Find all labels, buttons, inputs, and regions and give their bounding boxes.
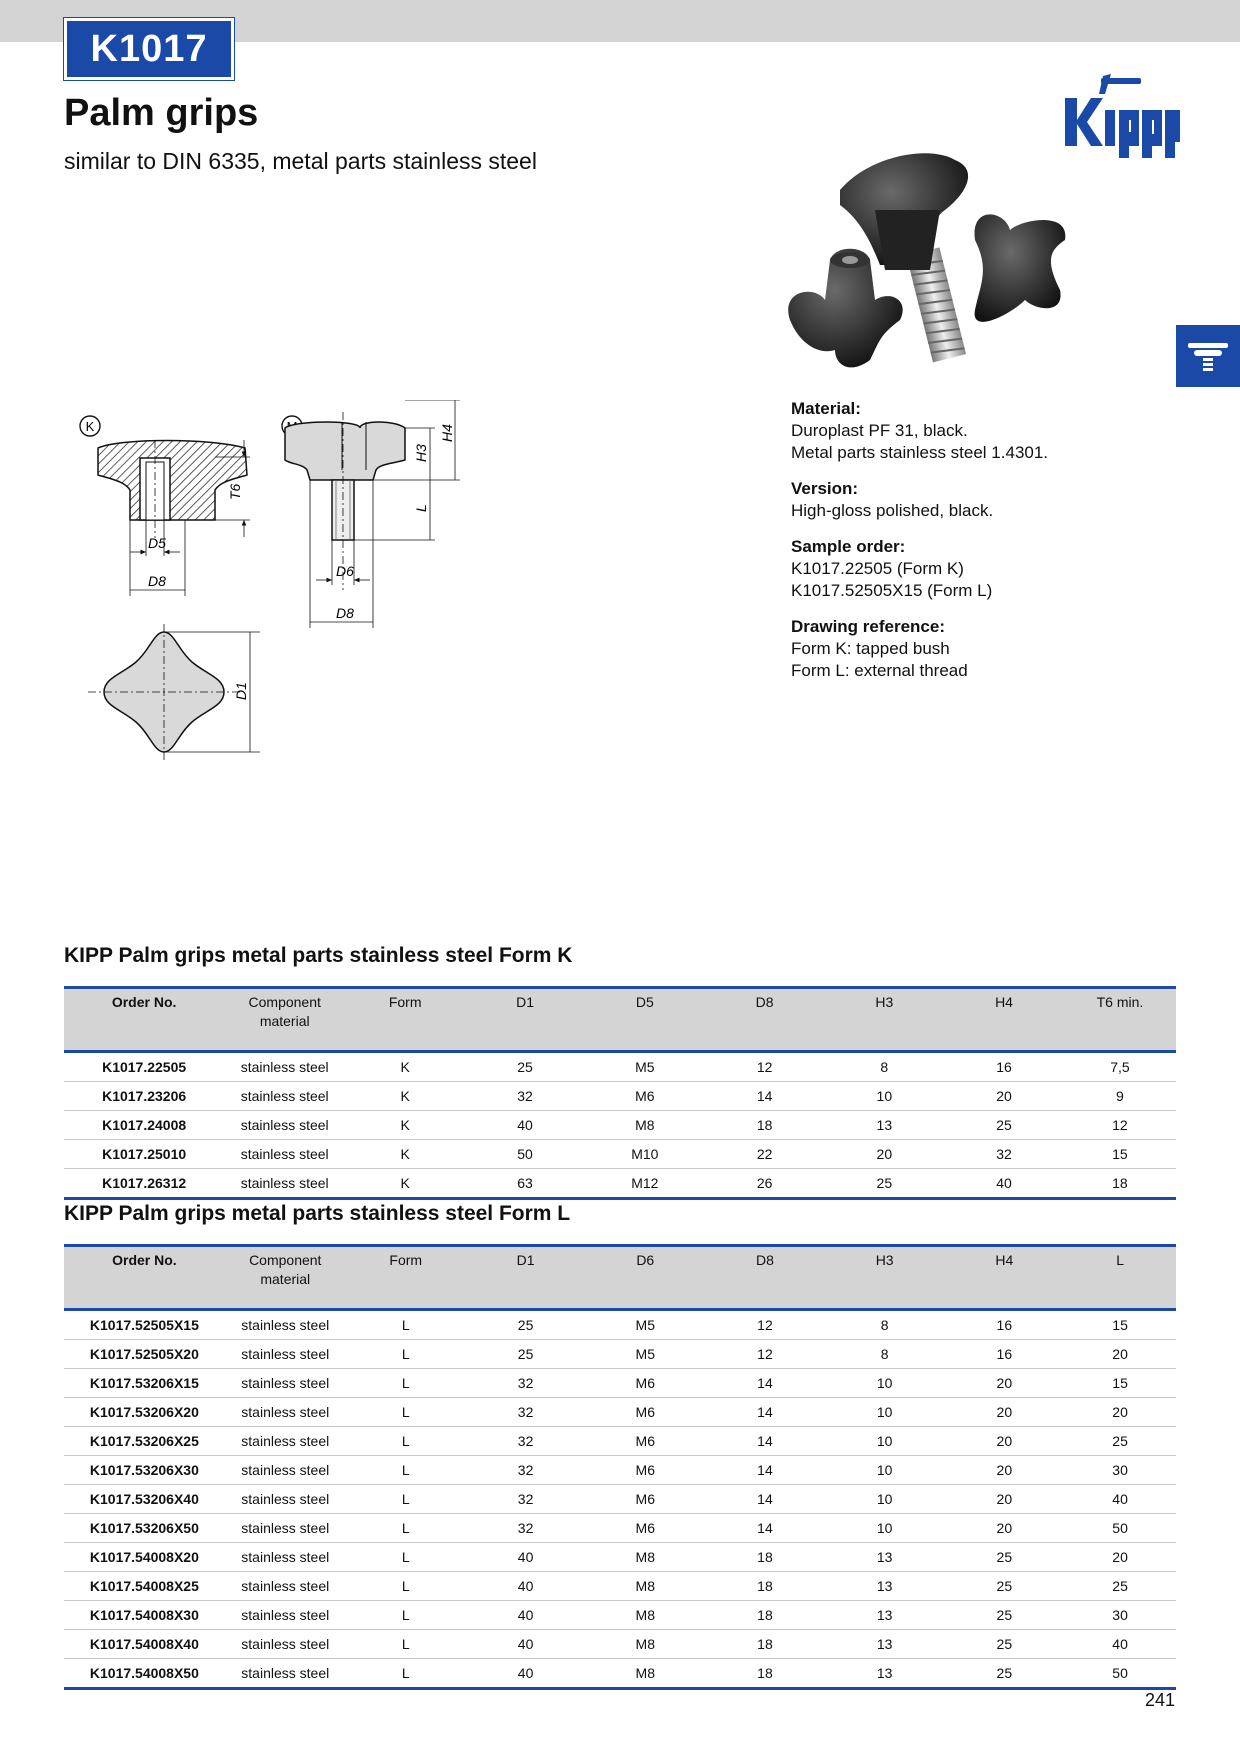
version-block bbox=[791, 478, 1171, 522]
table-row bbox=[64, 1514, 1176, 1543]
table-cell: 14 bbox=[705, 1514, 825, 1543]
table-cell: stainless steel bbox=[224, 1140, 345, 1169]
table-cell: stainless steel bbox=[225, 1340, 346, 1369]
table-cell: 32 bbox=[466, 1456, 586, 1485]
table-row bbox=[64, 1456, 1176, 1485]
table-cell: M8 bbox=[585, 1601, 705, 1630]
table-cell: 13 bbox=[825, 1659, 945, 1689]
order-number-cell: K1017.53206X50 bbox=[64, 1514, 225, 1543]
table-cell: 50 bbox=[1064, 1514, 1176, 1543]
svg-text:H3: H3 bbox=[413, 444, 429, 462]
table-cell: 16 bbox=[944, 1052, 1064, 1082]
table-cell: 40 bbox=[1064, 1485, 1176, 1514]
table-cell: 40 bbox=[465, 1111, 585, 1140]
table-cell: M6 bbox=[585, 1369, 705, 1398]
table-cell: M5 bbox=[585, 1340, 705, 1369]
table-cell: 30 bbox=[1064, 1601, 1176, 1630]
table-cell: M6 bbox=[585, 1082, 705, 1111]
table-cell: 20 bbox=[1064, 1543, 1176, 1572]
table-cell: 26 bbox=[705, 1169, 825, 1199]
table-cell: stainless steel bbox=[224, 1111, 345, 1140]
table-row bbox=[64, 1369, 1176, 1398]
column-header: D1 bbox=[466, 1246, 586, 1310]
table-cell: L bbox=[346, 1514, 466, 1543]
table-row bbox=[64, 1398, 1176, 1427]
table-cell: M8 bbox=[585, 1543, 705, 1572]
column-header: D8 bbox=[705, 988, 825, 1052]
column-header: D5 bbox=[585, 988, 705, 1052]
table-cell: M10 bbox=[585, 1140, 705, 1169]
table-cell: 32 bbox=[465, 1082, 585, 1111]
table-cell: 20 bbox=[824, 1140, 944, 1169]
table-cell: stainless steel bbox=[225, 1543, 346, 1572]
column-header: D6 bbox=[585, 1246, 705, 1310]
table-row bbox=[64, 1543, 1176, 1572]
table-cell: 32 bbox=[466, 1398, 586, 1427]
table-cell: 12 bbox=[705, 1310, 825, 1340]
table-cell: 14 bbox=[705, 1082, 825, 1111]
table-row bbox=[64, 1601, 1176, 1630]
table-cell: 50 bbox=[1064, 1659, 1176, 1689]
table-cell: 15 bbox=[1064, 1140, 1176, 1169]
table-cell: K bbox=[345, 1052, 465, 1082]
table-cell: 40 bbox=[466, 1601, 586, 1630]
svg-text:H4: H4 bbox=[439, 424, 455, 442]
table-cell: 18 bbox=[1064, 1169, 1176, 1199]
svg-text:D6: D6 bbox=[336, 563, 354, 579]
version-line: High-gloss polished, black. bbox=[791, 501, 994, 520]
table-cell: stainless steel bbox=[225, 1659, 346, 1689]
table-cell: stainless steel bbox=[224, 1082, 345, 1111]
column-header: H3 bbox=[825, 1246, 945, 1310]
material-line: Metal parts stainless steel 1.4301. bbox=[791, 443, 1049, 462]
table-cell: 8 bbox=[825, 1310, 945, 1340]
table-cell: 25 bbox=[944, 1601, 1064, 1630]
table-cell: 20 bbox=[944, 1369, 1064, 1398]
table-cell: L bbox=[346, 1659, 466, 1689]
table-row bbox=[64, 1572, 1176, 1601]
table-cell: stainless steel bbox=[225, 1630, 346, 1659]
table-cell: 25 bbox=[1064, 1572, 1176, 1601]
table-row bbox=[64, 1659, 1176, 1689]
table-cell: L bbox=[346, 1369, 466, 1398]
table-cell: 14 bbox=[705, 1456, 825, 1485]
table-cell: M5 bbox=[585, 1052, 705, 1082]
table-header-row bbox=[64, 988, 1176, 1052]
order-number-cell: K1017.53206X40 bbox=[64, 1485, 225, 1514]
table-cell: M8 bbox=[585, 1630, 705, 1659]
table-cell: 32 bbox=[466, 1427, 586, 1456]
order-number-cell: K1017.22505 bbox=[64, 1052, 224, 1082]
order-number-cell: K1017.52505X20 bbox=[64, 1340, 225, 1369]
table-cell: 10 bbox=[825, 1485, 945, 1514]
table-cell: 20 bbox=[944, 1514, 1064, 1543]
table-cell: 25 bbox=[1064, 1427, 1176, 1456]
table-cell: 13 bbox=[825, 1572, 945, 1601]
product-code-badge: K1017 bbox=[64, 18, 234, 80]
table-cell: 10 bbox=[825, 1456, 945, 1485]
table-cell: 8 bbox=[824, 1052, 944, 1082]
table-cell: K bbox=[345, 1140, 465, 1169]
table-cell: 9 bbox=[1064, 1082, 1176, 1111]
column-header: Form bbox=[346, 1246, 466, 1310]
column-header: L bbox=[1064, 1246, 1176, 1310]
column-header: H4 bbox=[944, 988, 1064, 1052]
table-cell: L bbox=[346, 1427, 466, 1456]
table-cell: stainless steel bbox=[225, 1456, 346, 1485]
column-header: D8 bbox=[705, 1246, 825, 1310]
table-row bbox=[64, 1140, 1176, 1169]
table-cell: stainless steel bbox=[225, 1601, 346, 1630]
column-header: H3 bbox=[824, 988, 944, 1052]
order-number-cell: K1017.53206X15 bbox=[64, 1369, 225, 1398]
table-cell: 25 bbox=[466, 1310, 586, 1340]
page-subtitle: similar to DIN 6335, metal parts stainless steel bbox=[64, 148, 537, 174]
svg-text:L: L bbox=[413, 504, 429, 512]
table-cell: M5 bbox=[585, 1310, 705, 1340]
table-cell: 40 bbox=[1064, 1630, 1176, 1659]
table-cell: 13 bbox=[825, 1543, 945, 1572]
table-cell: M8 bbox=[585, 1572, 705, 1601]
table-cell: 14 bbox=[705, 1398, 825, 1427]
table-cell: 20 bbox=[1064, 1340, 1176, 1369]
column-header: Form bbox=[345, 988, 465, 1052]
table-cell: 30 bbox=[1064, 1456, 1176, 1485]
table-cell: L bbox=[346, 1398, 466, 1427]
table-cell: 14 bbox=[705, 1427, 825, 1456]
order-number-cell: K1017.24008 bbox=[64, 1111, 224, 1140]
svg-text:D1: D1 bbox=[233, 682, 249, 700]
svg-text:K: K bbox=[85, 419, 95, 434]
order-number-cell: K1017.54008X25 bbox=[64, 1572, 225, 1601]
column-header: H4 bbox=[944, 1246, 1064, 1310]
table-cell: K bbox=[345, 1169, 465, 1199]
order-number-cell: K1017.54008X30 bbox=[64, 1601, 225, 1630]
table-cell: 8 bbox=[825, 1340, 945, 1369]
order-number-cell: K1017.54008X50 bbox=[64, 1659, 225, 1689]
order-number-cell: K1017.25010 bbox=[64, 1140, 224, 1169]
table-cell: stainless steel bbox=[225, 1572, 346, 1601]
table-cell: 32 bbox=[944, 1140, 1064, 1169]
table-form-k bbox=[64, 986, 1176, 1200]
table-cell: 10 bbox=[825, 1369, 945, 1398]
table-cell: 40 bbox=[466, 1543, 586, 1572]
table-cell: stainless steel bbox=[224, 1052, 345, 1082]
material-block bbox=[791, 398, 1171, 464]
table-cell: M6 bbox=[585, 1456, 705, 1485]
column-header: Component material bbox=[225, 1246, 346, 1310]
table-cell: L bbox=[346, 1543, 466, 1572]
order-number-cell: K1017.53206X20 bbox=[64, 1398, 225, 1427]
table-cell: L bbox=[346, 1572, 466, 1601]
table-cell: 25 bbox=[944, 1659, 1064, 1689]
version-label: Version: bbox=[791, 479, 859, 498]
table-row bbox=[64, 1340, 1176, 1369]
table-cell: 13 bbox=[824, 1111, 944, 1140]
sample-order-line: K1017.52505X15 (Form L) bbox=[791, 581, 993, 600]
material-label: Material: bbox=[791, 399, 861, 418]
table-row bbox=[64, 1310, 1176, 1340]
table-row bbox=[64, 1630, 1176, 1659]
column-header: Order No. bbox=[64, 1246, 225, 1310]
table-cell: stainless steel bbox=[225, 1485, 346, 1514]
drawing-reference-line: Form L: external thread bbox=[791, 661, 968, 680]
table-cell: L bbox=[346, 1456, 466, 1485]
table-cell: K bbox=[345, 1111, 465, 1140]
table-cell: 7,5 bbox=[1064, 1052, 1176, 1082]
table-cell: 40 bbox=[466, 1630, 586, 1659]
table-cell: 18 bbox=[705, 1111, 825, 1140]
sample-order-line: K1017.22505 (Form K) bbox=[791, 559, 964, 578]
table-cell: M12 bbox=[585, 1169, 705, 1199]
column-header: Component material bbox=[224, 988, 345, 1052]
table-cell: 12 bbox=[1064, 1111, 1176, 1140]
table-cell: stainless steel bbox=[225, 1310, 346, 1340]
table-cell: L bbox=[346, 1601, 466, 1630]
table-row bbox=[64, 1485, 1176, 1514]
order-number-cell: K1017.23206 bbox=[64, 1082, 224, 1111]
table-cell: 13 bbox=[825, 1601, 945, 1630]
table-cell: 18 bbox=[705, 1659, 825, 1689]
table-cell: M6 bbox=[585, 1427, 705, 1456]
drawing-reference-label: Drawing reference: bbox=[791, 617, 945, 636]
table-cell: stainless steel bbox=[225, 1514, 346, 1543]
table-cell: 12 bbox=[705, 1340, 825, 1369]
kipp-logo bbox=[1065, 72, 1180, 160]
table-cell: M6 bbox=[585, 1514, 705, 1543]
table-cell: stainless steel bbox=[224, 1169, 345, 1199]
svg-text:D5: D5 bbox=[148, 535, 166, 551]
table-cell: 63 bbox=[465, 1169, 585, 1199]
table-cell: 22 bbox=[705, 1140, 825, 1169]
table-cell: 18 bbox=[705, 1572, 825, 1601]
table-cell: stainless steel bbox=[225, 1369, 346, 1398]
table-cell: 10 bbox=[825, 1514, 945, 1543]
column-header: T6 min. bbox=[1064, 988, 1176, 1052]
table-cell: 20 bbox=[944, 1082, 1064, 1111]
table-cell: 50 bbox=[465, 1140, 585, 1169]
sample-order-block bbox=[791, 536, 1171, 602]
knob-category-icon bbox=[1176, 325, 1240, 387]
table-cell: 40 bbox=[466, 1572, 586, 1601]
order-number-cell: K1017.52505X15 bbox=[64, 1310, 225, 1340]
table-cell: 40 bbox=[944, 1169, 1064, 1199]
table-cell: 16 bbox=[944, 1340, 1064, 1369]
table-cell: 18 bbox=[705, 1630, 825, 1659]
table-cell: 25 bbox=[944, 1572, 1064, 1601]
table-cell: 32 bbox=[466, 1485, 586, 1514]
table-header-row bbox=[64, 1246, 1176, 1310]
table-cell: L bbox=[346, 1340, 466, 1369]
table-cell: 20 bbox=[1064, 1398, 1176, 1427]
table-k-title: KIPP Palm grips metal parts stainless steel Form K bbox=[64, 944, 573, 967]
table-l-title: KIPP Palm grips metal parts stainless steel Form L bbox=[64, 1202, 571, 1225]
table-cell: 25 bbox=[465, 1052, 585, 1082]
order-number-cell: K1017.53206X25 bbox=[64, 1427, 225, 1456]
category-tab[interactable] bbox=[1176, 325, 1240, 387]
table-cell: 13 bbox=[825, 1630, 945, 1659]
table-row bbox=[64, 1111, 1176, 1140]
table-cell: 15 bbox=[1064, 1369, 1176, 1398]
order-number-cell: K1017.53206X30 bbox=[64, 1456, 225, 1485]
drawing-reference-line: Form K: tapped bush bbox=[791, 639, 950, 658]
table-cell: 25 bbox=[944, 1543, 1064, 1572]
order-number-cell: K1017.54008X40 bbox=[64, 1630, 225, 1659]
table-cell: 20 bbox=[944, 1398, 1064, 1427]
table-cell: M8 bbox=[585, 1659, 705, 1689]
table-cell: 16 bbox=[944, 1310, 1064, 1340]
table-cell: 18 bbox=[705, 1543, 825, 1572]
table-cell: 10 bbox=[825, 1398, 945, 1427]
table-cell: 10 bbox=[825, 1427, 945, 1456]
table-row bbox=[64, 1427, 1176, 1456]
table-cell: stainless steel bbox=[225, 1398, 346, 1427]
column-header: Order No. bbox=[64, 988, 224, 1052]
table-cell: K bbox=[345, 1082, 465, 1111]
table-cell: 25 bbox=[944, 1111, 1064, 1140]
table-cell: 25 bbox=[466, 1340, 586, 1369]
sample-order-label: Sample order: bbox=[791, 537, 906, 556]
column-header: D1 bbox=[465, 988, 585, 1052]
table-row bbox=[64, 1169, 1176, 1199]
table-form-l bbox=[64, 1244, 1176, 1690]
table-cell: L bbox=[346, 1630, 466, 1659]
material-line: Duroplast PF 31, black. bbox=[791, 421, 968, 440]
table-cell: M6 bbox=[585, 1485, 705, 1514]
page-title: Palm grips bbox=[64, 92, 259, 134]
table-cell: L bbox=[346, 1310, 466, 1340]
table-cell: 18 bbox=[705, 1601, 825, 1630]
table-cell: 15 bbox=[1064, 1310, 1176, 1340]
table-cell: 25 bbox=[824, 1169, 944, 1199]
technical-drawing bbox=[60, 400, 520, 860]
table-cell: stainless steel bbox=[225, 1427, 346, 1456]
drawing-reference-block bbox=[791, 616, 1171, 682]
table-cell: M8 bbox=[585, 1111, 705, 1140]
order-number-cell: K1017.26312 bbox=[64, 1169, 224, 1199]
svg-text:D8: D8 bbox=[148, 573, 166, 589]
table-cell: 20 bbox=[944, 1485, 1064, 1514]
product-info bbox=[791, 398, 1171, 696]
table-cell: 40 bbox=[466, 1659, 586, 1689]
table-cell: M6 bbox=[585, 1398, 705, 1427]
svg-text:D8: D8 bbox=[336, 605, 354, 621]
svg-text:T6: T6 bbox=[227, 483, 243, 500]
table-cell: 32 bbox=[466, 1514, 586, 1543]
table-cell: 25 bbox=[944, 1630, 1064, 1659]
page-number: 241 bbox=[1145, 1690, 1176, 1710]
table-cell: 32 bbox=[466, 1369, 586, 1398]
table-cell: 20 bbox=[944, 1456, 1064, 1485]
order-number-cell: K1017.54008X20 bbox=[64, 1543, 225, 1572]
table-cell: 14 bbox=[705, 1485, 825, 1514]
product-photo bbox=[780, 150, 1090, 375]
table-row bbox=[64, 1082, 1176, 1111]
table-cell: 20 bbox=[944, 1427, 1064, 1456]
table-cell: L bbox=[346, 1485, 466, 1514]
table-cell: 12 bbox=[705, 1052, 825, 1082]
table-cell: 10 bbox=[824, 1082, 944, 1111]
table-row bbox=[64, 1052, 1176, 1082]
table-cell: 14 bbox=[705, 1369, 825, 1398]
